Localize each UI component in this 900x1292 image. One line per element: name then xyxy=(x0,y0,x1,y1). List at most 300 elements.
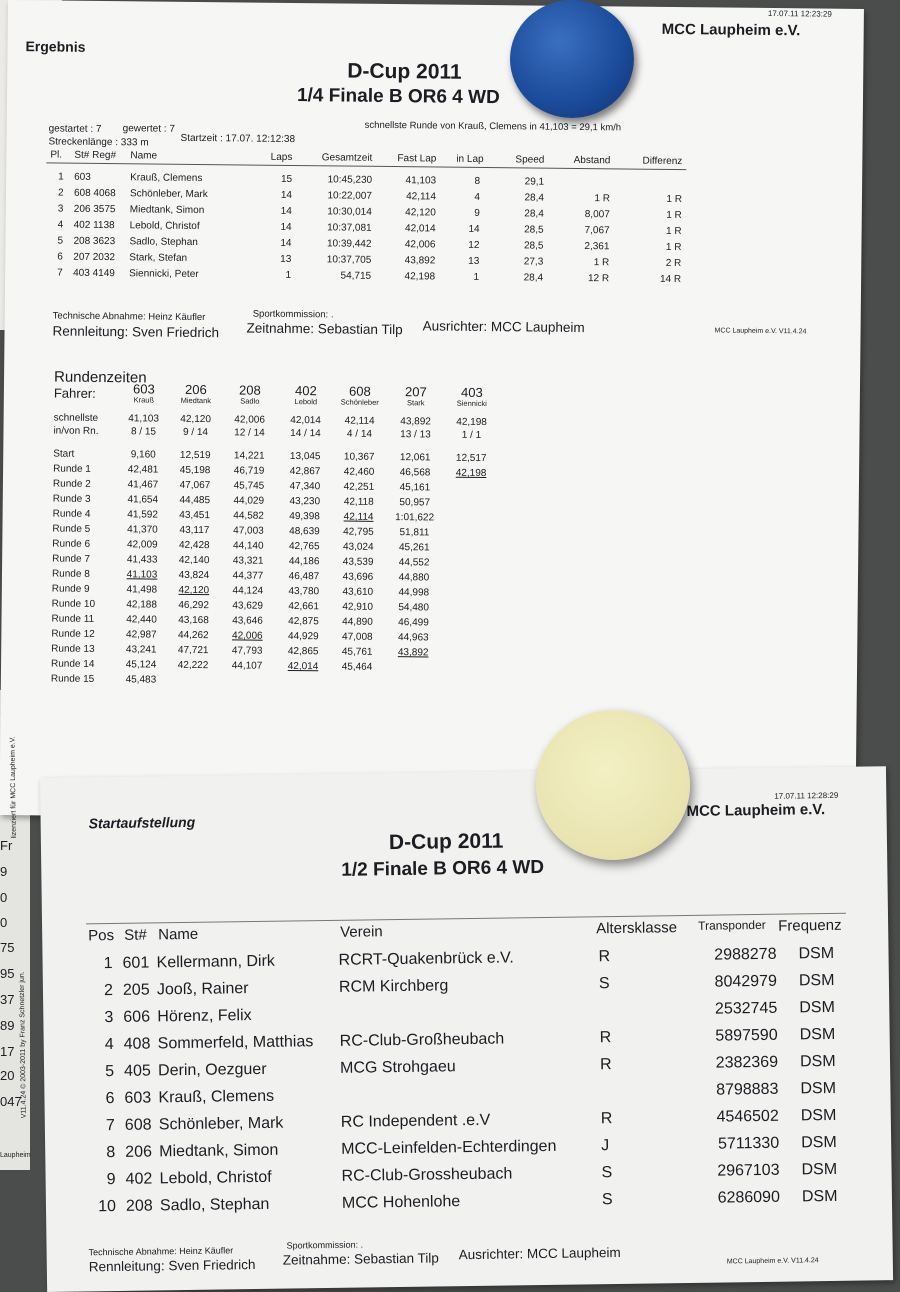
grid-cell: 4 xyxy=(104,1035,114,1054)
result-cell: 403 4149 xyxy=(73,267,115,280)
grid-cell: Schönleber, Mark xyxy=(158,1114,284,1134)
result-col-header: Fast Lap xyxy=(397,153,437,165)
laps-cell: 41,103 xyxy=(126,569,158,581)
laps-cell: 12,061 xyxy=(399,452,431,464)
result-cell: 6 xyxy=(57,251,63,263)
result-col-header: Differenz xyxy=(642,155,683,168)
result-cell: 14 xyxy=(468,223,480,235)
result-col-header: in Lap xyxy=(456,153,484,165)
grid-cell xyxy=(339,1002,589,1005)
grid-cell: S xyxy=(598,975,610,993)
laps-cell: 44,140 xyxy=(232,540,264,552)
sheet1-club: MCC Laupheim e.V. xyxy=(661,20,801,40)
laps-cell: 47,721 xyxy=(177,644,209,657)
result-col-header: Pl. xyxy=(50,149,63,161)
laps-cell: 43,321 xyxy=(232,555,264,567)
result-cell: 7,067 xyxy=(584,225,610,237)
laps-cell: 44,582 xyxy=(233,510,264,522)
laps-row-label: Runde 10 xyxy=(51,598,96,610)
laps-cell: 42,661 xyxy=(288,600,320,613)
laps-summary-label: schnellste xyxy=(53,412,99,424)
grid-cell: 1 xyxy=(103,955,113,973)
grid-cell: 6286090 xyxy=(717,1188,781,1207)
laps-cell: 42,910 xyxy=(342,601,374,613)
result-cell: 8,007 xyxy=(584,209,610,221)
footer-sport: Sportkommission: . xyxy=(252,308,334,321)
result-cell: 1 R xyxy=(594,193,611,205)
result-cell: 2 R xyxy=(665,257,682,270)
result-cell: 43,892 xyxy=(404,255,436,267)
laps-cell: 44,377 xyxy=(232,570,264,582)
info-track: Streckenlänge : 333 m xyxy=(48,136,149,149)
laps-cell: 45,761 xyxy=(341,646,373,658)
grid-cell: 205 xyxy=(122,981,150,999)
laps-cell: 46,292 xyxy=(178,599,210,612)
laps-cell: 44,124 xyxy=(232,585,264,597)
result-cell: Miedtank, Simon xyxy=(129,204,205,217)
laps-driver-name: Krauß xyxy=(133,395,155,405)
laps-driver-number: 608 xyxy=(348,383,371,399)
left-edge-fragment: 047 xyxy=(0,1094,22,1109)
grid-cell: 601 xyxy=(122,954,150,972)
laps-driver-number: 603 xyxy=(132,381,155,397)
grid-cell: 408 xyxy=(123,1035,151,1053)
laps-cell: 43,539 xyxy=(342,556,374,568)
grid-cell: 206 xyxy=(125,1143,153,1161)
result-col-header: Gesamtzeit xyxy=(321,152,373,164)
result-cell: 28,4 xyxy=(524,208,544,220)
laps-cell: 1:01,622 xyxy=(395,512,435,524)
laps-cell: 46,719 xyxy=(233,465,265,477)
laps-driver-name: Sadlo xyxy=(240,396,260,406)
laps-row-label: Runde 14 xyxy=(50,658,95,670)
laps-cell: 42,198 xyxy=(455,467,487,480)
yellow-magnet xyxy=(536,710,690,860)
laps-row-label: Runde 5 xyxy=(52,523,91,535)
grid-cell: DSM xyxy=(801,1160,838,1179)
grid-cell: Hörenz, Felix xyxy=(157,1007,252,1026)
grid-cell: S xyxy=(601,1164,613,1182)
laps-cell: 44,262 xyxy=(178,629,209,642)
grid-cell: 405 xyxy=(123,1062,151,1080)
laps-row-label: Runde 6 xyxy=(52,538,91,550)
result-cell: 5 xyxy=(57,235,64,247)
result-cell: Sadlo, Stephan xyxy=(129,236,198,249)
result-cell: 54,715 xyxy=(340,270,372,282)
grid-cell: 2 xyxy=(103,982,114,1000)
laps-cell: 48,639 xyxy=(289,525,320,538)
laps-cell: 41,433 xyxy=(126,554,158,566)
laps-cell: 45,161 xyxy=(399,482,431,494)
grid-col-header: Verein xyxy=(340,923,383,941)
result-cell: 2 xyxy=(57,187,64,199)
grid-cell: DSM xyxy=(798,971,835,990)
grid-cell: RC-Club-Großheubach xyxy=(339,1030,505,1050)
laps-summary-value: 42,198 xyxy=(456,416,487,429)
laps-summary-value: 43,892 xyxy=(400,416,431,428)
laps-driver-name: Lebold xyxy=(294,397,318,407)
laps-cell: 42,114 xyxy=(343,511,374,523)
grid-cell: Sadlo, Stephan xyxy=(159,1195,270,1215)
result-cell: Schönleber, Mark xyxy=(129,188,208,201)
laps-cell: 10,367 xyxy=(343,451,375,463)
laps-cell: 42,140 xyxy=(178,554,210,567)
result-cell: 2,361 xyxy=(584,241,610,253)
laps-cell: 45,483 xyxy=(125,674,157,686)
laps-cell: 42,222 xyxy=(177,659,209,672)
grid-cell: R xyxy=(599,1029,612,1047)
laps-cell: 49,398 xyxy=(289,510,320,523)
result-cell: 1 R xyxy=(665,241,682,254)
laps-cell: 42,006 xyxy=(231,630,263,642)
result-cell: 3 xyxy=(57,203,64,215)
result-cell: 14 R xyxy=(659,273,682,286)
footer-timing: Zeitnahme: Sebastian Tilp xyxy=(246,320,403,338)
info-rated: gewertet : 7 xyxy=(122,123,175,135)
sheet2-club: MCC Laupheim e.V. xyxy=(686,801,826,820)
left-edge-fragment: 0 xyxy=(0,890,8,905)
grid-cell: R xyxy=(599,1056,612,1074)
laps-row-label: Start xyxy=(53,448,75,460)
result-col-header: Name xyxy=(130,150,158,162)
result-col-header: Abstand xyxy=(573,154,611,167)
laps-cell: 42,481 xyxy=(127,464,159,476)
laps-summary-value: 14 / 14 xyxy=(290,427,321,440)
grid-cell: 2382369 xyxy=(715,1053,779,1072)
left-edge-fragment: 0 xyxy=(0,915,8,930)
result-cell: 13 xyxy=(280,253,292,265)
result-cell: Krauß, Clemens xyxy=(130,172,203,185)
laps-driver-name: Miedtank xyxy=(180,395,212,406)
sheet2-side-text: lizenziert für MCC Laupheim e.V. xyxy=(9,736,18,839)
laps-cell: 41,370 xyxy=(127,524,158,536)
grid-cell: 5 xyxy=(105,1062,115,1081)
laps-row-label: Runde 2 xyxy=(52,478,91,490)
laps-cell: 47,340 xyxy=(289,480,321,493)
laps-cell: 12,517 xyxy=(455,452,487,465)
left-edge-fragment: 75 xyxy=(0,940,15,955)
grid-cell: 402 xyxy=(125,1170,153,1188)
result-cell: 42,198 xyxy=(404,271,436,283)
result-cell: 8 xyxy=(474,175,481,187)
laps-cell: 45,464 xyxy=(341,661,373,673)
laps-cell: 43,610 xyxy=(342,586,374,598)
grid-cell xyxy=(340,1083,590,1086)
result-cell: 28,4 xyxy=(523,272,544,284)
grid-cell: Jooß, Rainer xyxy=(156,980,249,999)
result-col-header: Laps xyxy=(270,151,293,163)
laps-cell: 46,487 xyxy=(288,570,320,583)
laps-row-label: Runde 7 xyxy=(52,553,91,565)
result-cell: 12 R xyxy=(587,273,610,285)
laps-row-label: Runde 8 xyxy=(51,568,90,580)
sheet1-timestamp: 17.07.11 12:23:29 xyxy=(767,8,832,19)
laps-summary-value: 12 / 14 xyxy=(234,427,265,439)
left-edge-fragment: 95 xyxy=(0,966,15,981)
laps-cell: 44,029 xyxy=(233,495,265,507)
laps-cell: 42,009 xyxy=(126,539,158,551)
result-cell: 10:39,442 xyxy=(326,238,372,250)
laps-summary-value: 41,103 xyxy=(128,413,159,425)
laps-cell: 43,696 xyxy=(342,571,374,583)
laps-cell: 41,592 xyxy=(127,509,158,521)
laps-cell: 12,519 xyxy=(179,449,211,462)
result-cell: Stark, Stefan xyxy=(129,252,188,264)
result-cell: 41,103 xyxy=(405,175,437,187)
result-col-header: Speed xyxy=(515,154,545,166)
result-cell: 603 xyxy=(74,171,91,183)
laps-driver-name: Schönleber xyxy=(340,397,379,407)
laps-summary-value: 4 / 14 xyxy=(346,428,373,440)
result-cell: 10:30,014 xyxy=(327,206,372,218)
grid-cell: 208 xyxy=(125,1197,153,1215)
result-cell: 10:37,705 xyxy=(326,254,372,266)
laps-cell: 51,811 xyxy=(399,527,430,539)
laps-driver-label: Fahrer: xyxy=(53,385,96,401)
laps-summary-label: in/von Rn. xyxy=(53,425,99,437)
laps-cell: 43,024 xyxy=(342,541,374,553)
laps-summary-value: 42,006 xyxy=(234,414,265,426)
sheet2-side-text-2: V11.4.24 © 2003-2011 by Franz Schnetzler jun. xyxy=(18,971,28,1119)
result-cell: 29,1 xyxy=(524,176,545,188)
grid-cell: DSM xyxy=(799,998,835,1017)
grid-cell: 8042979 xyxy=(714,972,778,991)
grid-cell: 8798883 xyxy=(716,1080,779,1099)
grid-col-header: Name xyxy=(158,925,199,944)
laps-row-label: Runde 9 xyxy=(51,583,90,595)
laps-cell: 41,654 xyxy=(127,494,159,506)
laps-cell: 44,552 xyxy=(398,557,430,569)
result-cell xyxy=(630,178,682,179)
result-cell: 1 R xyxy=(666,209,682,222)
grid-cell: DSM xyxy=(800,1106,837,1125)
result-cell: 28,4 xyxy=(524,192,545,204)
grid-cell: 7 xyxy=(105,1116,115,1135)
sheet2-subtitle: 1/2 Finale B OR6 4 WD xyxy=(341,856,545,881)
laps-cell: 44,485 xyxy=(179,494,211,507)
result-cell: 15 xyxy=(280,173,293,185)
info-fastest: schnellste Runde von Krauß, Clemens in 41,103 = 29,1 km/h xyxy=(364,119,622,134)
laps-summary-value: 9 / 14 xyxy=(182,426,209,439)
result-cell: 208 3623 xyxy=(73,235,116,248)
sheet1-title: D-Cup 2011 xyxy=(347,59,462,84)
laps-summary-value: 13 / 13 xyxy=(400,429,431,441)
laps-cell: 42,987 xyxy=(126,629,157,641)
result-cell: 28,5 xyxy=(523,240,544,252)
grid-cell: DSM xyxy=(801,1133,837,1152)
grid-cell: 9 xyxy=(106,1170,116,1189)
grid-cell: DSM xyxy=(798,944,835,963)
laps-cell: 43,629 xyxy=(232,600,264,612)
laps-cell: 45,745 xyxy=(233,480,265,492)
sheet2-footer-host: Ausrichter: MCC Laupheim xyxy=(458,1244,621,1263)
laps-cell: 50,957 xyxy=(399,497,431,509)
result-cell: 608 4068 xyxy=(73,187,116,200)
result-cell: 14 xyxy=(280,205,292,217)
grid-cell: 2988278 xyxy=(714,945,777,964)
laps-cell: 54,480 xyxy=(398,602,430,614)
laps-cell: 43,646 xyxy=(232,615,263,627)
laps-row-label: Runde 12 xyxy=(51,628,95,640)
grid-cell: DSM xyxy=(799,1052,836,1071)
laps-cell: 43,117 xyxy=(179,524,210,537)
grid-cell: 606 xyxy=(123,1008,151,1026)
laps-row-label: Runde 15 xyxy=(50,673,95,685)
grid-col-header: Altersklasse xyxy=(596,919,678,938)
left-edge-fragment: 17 xyxy=(0,1044,15,1059)
laps-driver-number: 402 xyxy=(294,383,317,399)
laps-cell: 42,795 xyxy=(343,526,374,538)
sheet1-subtitle: 1/4 Finale B OR6 4 WD xyxy=(296,85,500,109)
laps-cell: 42,120 xyxy=(178,584,210,597)
laps-summary-value: 42,014 xyxy=(290,414,321,427)
grid-cell: RC-Club-Grossheubach xyxy=(341,1165,513,1185)
laps-driver-name: Siennicki xyxy=(456,398,487,409)
result-cell: 10:22,007 xyxy=(327,190,373,202)
grid-cell: Derin, Oezguer xyxy=(157,1060,267,1080)
result-cell: 206 3575 xyxy=(73,203,116,216)
laps-driver-number: 403 xyxy=(460,384,483,400)
grid-cell: 5897590 xyxy=(715,1026,778,1045)
laps-cell: 42,875 xyxy=(288,615,319,628)
laps-cell: 14,221 xyxy=(233,450,265,462)
laps-cell: 44,890 xyxy=(342,616,373,628)
sheet2-footer-tech: Technische Abnahme: Heinz Käufler xyxy=(88,1245,234,1258)
result-cell: 42,014 xyxy=(404,223,436,235)
grid-cell: MCC Hohenlohe xyxy=(341,1193,461,1212)
left-edge-fragment: 89 xyxy=(0,1018,15,1033)
grid-cell: 6 xyxy=(105,1089,115,1108)
laps-cell: 44,929 xyxy=(287,630,319,643)
laps-summary-value: 1 / 1 xyxy=(461,429,482,441)
laps-cell: 9,160 xyxy=(130,449,156,461)
grid-col-header: St# xyxy=(124,926,147,944)
grid-cell: RCRT-Quakenbrück e.V. xyxy=(338,949,514,969)
laps-cell: 44,963 xyxy=(397,632,429,644)
grid-cell: 8 xyxy=(106,1143,116,1162)
info-start-time: Startzeit : 17.07. 12:12:38 xyxy=(180,132,296,146)
grid-cell: Lebold, Christof xyxy=(159,1168,272,1188)
grid-cell: J xyxy=(601,1137,610,1155)
laps-driver-number: 208 xyxy=(238,382,261,398)
laps-cell: 42,865 xyxy=(287,645,319,658)
result-cell: 28,5 xyxy=(524,224,544,236)
grid-cell: DSM xyxy=(801,1187,838,1206)
grid-cell: 608 xyxy=(124,1116,152,1134)
laps-cell: 44,880 xyxy=(398,572,430,584)
result-cell: 42,114 xyxy=(406,191,437,203)
grid-cell: 3 xyxy=(104,1009,114,1027)
laps-cell: 43,451 xyxy=(179,509,210,522)
result-cell: 13 xyxy=(468,255,480,267)
laps-cell: 43,780 xyxy=(288,585,320,598)
laps-row-label: Runde 4 xyxy=(52,508,91,520)
laps-cell: 43,168 xyxy=(178,614,209,627)
result-cell: 1 xyxy=(285,269,292,281)
result-cell: Siennicki, Peter xyxy=(129,268,199,281)
result-cell: 4 xyxy=(57,219,64,231)
grid-col-header: Transponder xyxy=(698,917,766,933)
laps-cell: 42,014 xyxy=(287,660,319,673)
laps-driver-name: Stark xyxy=(406,398,425,408)
grid-cell: R xyxy=(598,948,611,966)
laps-cell: 42,188 xyxy=(126,599,158,611)
grid-cell: 10 xyxy=(98,1197,117,1216)
sheet2-footer-race: Rennleitung: Sven Friedrich xyxy=(88,1257,256,1275)
sheet2-title: D-Cup 2011 xyxy=(388,829,504,855)
grid-cell: 2967103 xyxy=(717,1161,780,1180)
result-cell: 1 xyxy=(58,171,64,183)
laps-cell: 44,107 xyxy=(231,660,263,672)
left-edge-fragment: Laupheim xyxy=(0,1152,31,1159)
laps-cell: 45,124 xyxy=(125,659,157,671)
result-col-header: St# Reg# xyxy=(74,149,117,162)
laps-cell: 45,198 xyxy=(179,464,211,477)
laps-cell: 44,998 xyxy=(398,587,430,599)
grid-cell: 4546502 xyxy=(716,1107,779,1126)
laps-summary-value: 42,120 xyxy=(180,413,211,426)
laps-row-label: Runde 13 xyxy=(51,643,95,655)
result-cell: 12 xyxy=(468,239,480,251)
result-cell: 1 xyxy=(473,271,480,283)
result-cell: 42,006 xyxy=(404,239,436,251)
result-cell: 10:37,081 xyxy=(327,222,372,234)
grid-cell: DSM xyxy=(800,1079,837,1098)
grid-cell: MCC-Leinfelden-Echterdingen xyxy=(341,1137,557,1158)
laps-cell: 41,498 xyxy=(126,584,158,596)
grid-cell: DSM xyxy=(799,1025,836,1044)
left-edge-fragment: Fr xyxy=(0,838,13,853)
laps-cell: 42,867 xyxy=(289,465,321,478)
footer-race: Rennleitung: Sven Friedrich xyxy=(52,323,220,341)
blue-magnet xyxy=(510,0,634,118)
grid-cell: RC Independent .e.V xyxy=(340,1111,491,1131)
laps-row-label: Runde 1 xyxy=(53,463,91,475)
grid-cell: RCM Kirchberg xyxy=(338,977,449,996)
info-started: gestartet : 7 xyxy=(48,123,102,135)
left-edge-fragment: 9 xyxy=(0,864,8,879)
grid-col-header: Frequenz xyxy=(778,916,842,935)
grid-cell: Miedtank, Simon xyxy=(159,1141,279,1161)
footer-host: Ausrichter: MCC Laupheim xyxy=(422,318,585,336)
grid-cell: 5711330 xyxy=(717,1134,780,1153)
laps-cell: 45,261 xyxy=(398,542,430,554)
laps-cell: 42,251 xyxy=(343,481,375,493)
footer-version: MCC Laupheim e.V. V11.4.24 xyxy=(714,327,807,336)
grid-cell: 2532745 xyxy=(714,999,778,1018)
laps-cell: 44,186 xyxy=(288,555,320,568)
sheet1-heading: Ergebnis xyxy=(25,38,86,55)
result-cell: 27,3 xyxy=(523,256,544,268)
laps-cell: 42,460 xyxy=(343,466,375,478)
laps-driver-number: 206 xyxy=(184,381,207,398)
laps-row-label: Runde 11 xyxy=(51,613,95,625)
grid-cell: 603 xyxy=(124,1089,152,1107)
result-cell: 1 R xyxy=(593,257,610,269)
sheet2-footer-version: MCC Laupheim e.V. V11.4.24 xyxy=(726,1257,819,1266)
sheet2-footer-timing: Zeitnahme: Sebastian Tilp xyxy=(282,1250,439,1268)
grid-cell: Krauß, Clemens xyxy=(158,1087,275,1107)
laps-cell: 43,241 xyxy=(125,644,157,656)
left-edge-fragment: 37 xyxy=(0,992,15,1007)
laps-cell: 47,793 xyxy=(231,645,263,657)
laps-cell: 42,118 xyxy=(343,496,374,508)
laps-title: Rundenzeiten xyxy=(53,368,147,387)
result-cell: 402 1138 xyxy=(73,219,115,232)
result-cell: 9 xyxy=(474,207,480,219)
left-edge-fragment: 20 xyxy=(0,1068,15,1083)
result-cell: 1 R xyxy=(665,225,682,238)
